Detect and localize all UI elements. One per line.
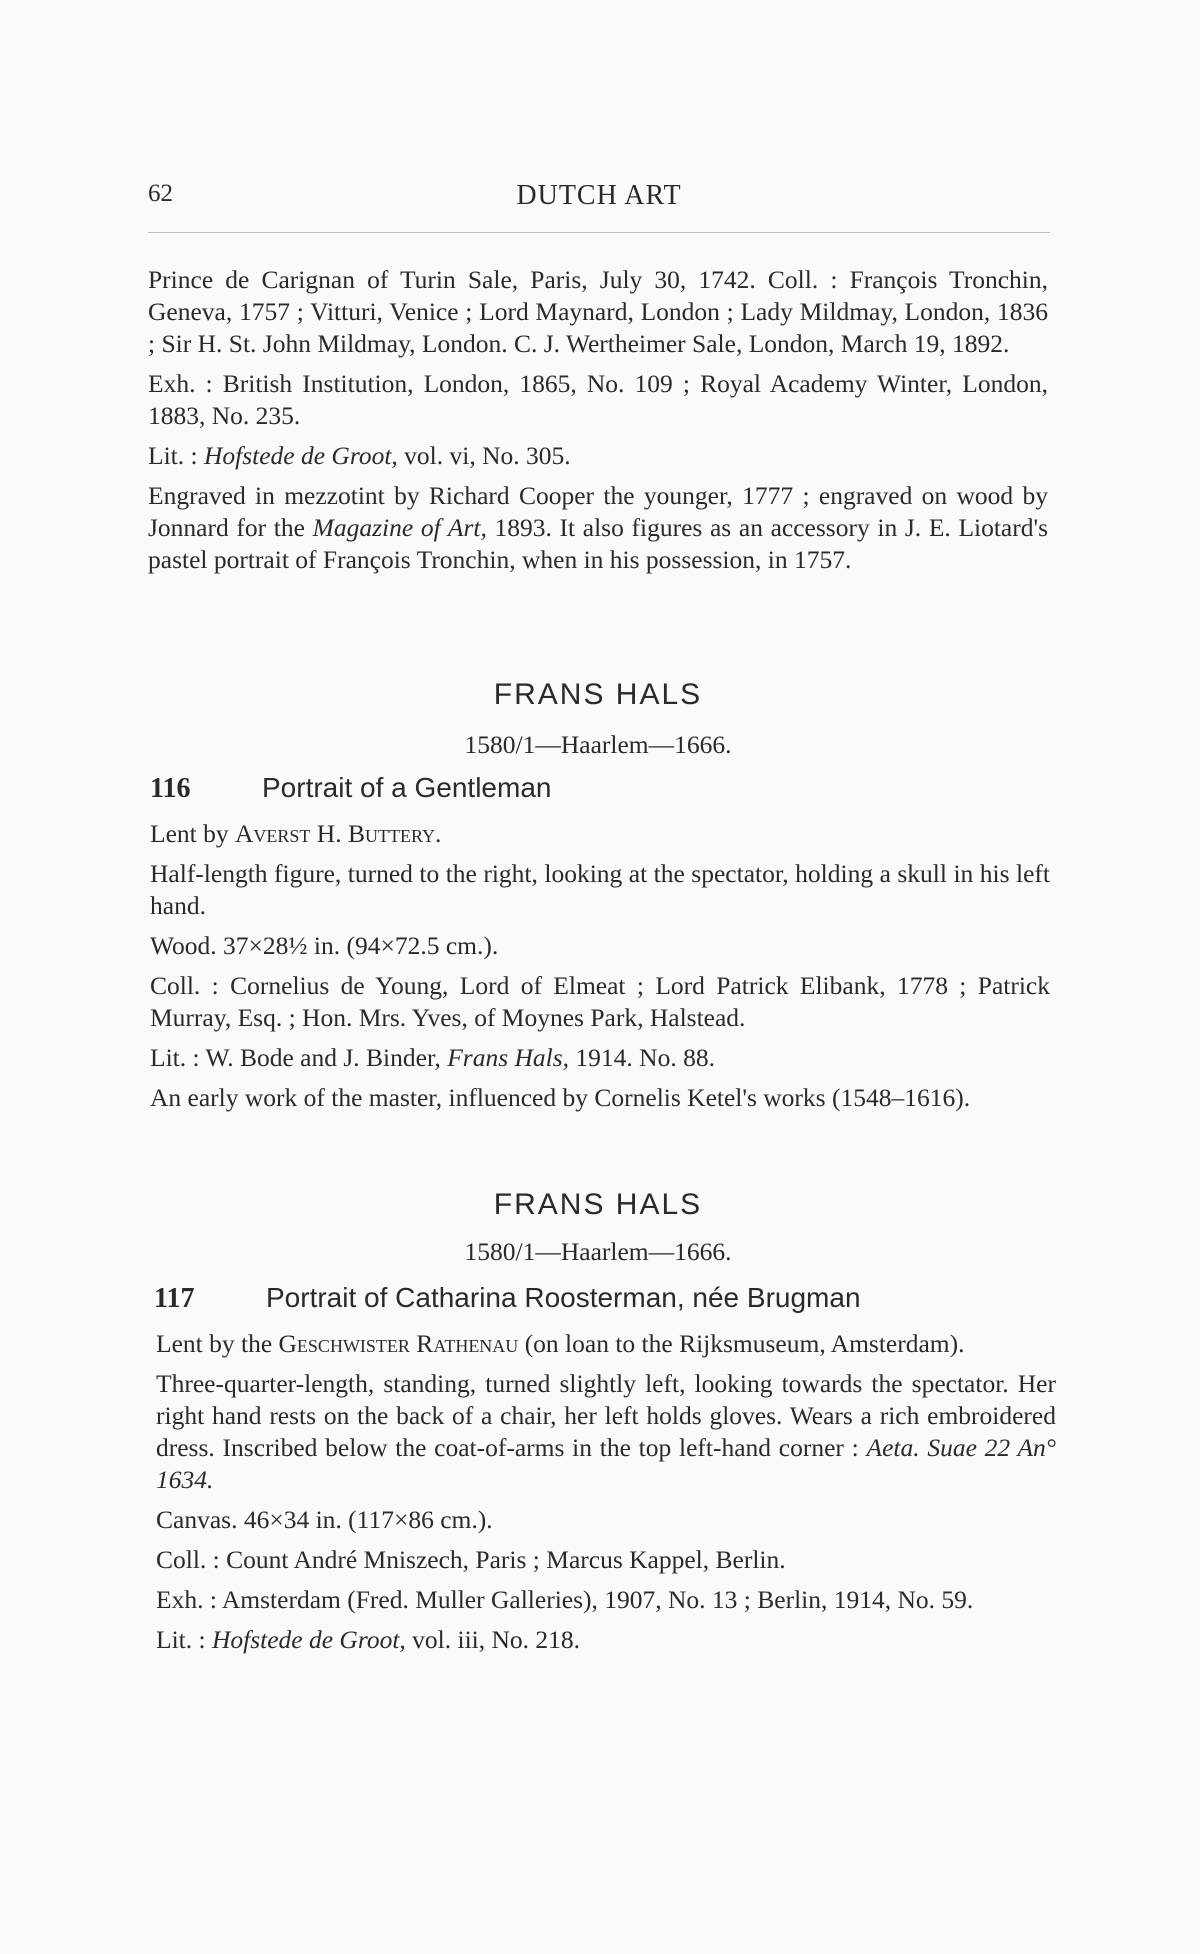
intro-coll: Prince de Carignan of Turin Sale, Paris, July 30, 1742. Coll. : François Tronchin, Geneva, 1757 ; Vitturi, Venice ; Lord Maynard, London ; Lady Mildmay, London, 1836 ; Sir H. St. John Mildmay, London. C. J. Wertheimer Sale, London, March 19, 1892. <box>148 265 1048 358</box>
lent-suffix-117: (on loan to the Rijksmuseum, Amsterdam). <box>518 1329 965 1358</box>
exh-117: Exh. : Amsterdam (Fred. Muller Galleries), 1907, No. 13 ; Berlin, 1914, No. 59. <box>156 1585 974 1614</box>
artist-dates-116: 1580/1—Haarlem—1666. <box>464 730 732 759</box>
lit-italic-117: Hofstede de Groot, <box>211 1625 406 1654</box>
intro-engr-italic: Magazine of Art, <box>312 513 487 542</box>
intro-lit <box>148 440 1048 472</box>
entry-number-117: 117 <box>154 1283 195 1314</box>
intro-section <box>148 264 1048 576</box>
inscription-117: Aeta. Suae 22 An° 1634. <box>156 1433 1056 1494</box>
artist-heading-116: FRANS HALS <box>493 678 703 711</box>
lit-prefix-116: Lit. : W. Bode and J. Binder, <box>150 1043 448 1072</box>
entry-name-117: Portrait of Catharina Roosterman, née Brugman <box>266 1282 861 1313</box>
coll-117: Coll. : Count André Mniszech, Paris ; Marcus Kappel, Berlin. <box>156 1545 786 1574</box>
lent-117 <box>156 1328 1056 1360</box>
lent-prefix-117: Lent by the <box>156 1329 279 1358</box>
lit-suffix-116: 1914. No. 88. <box>569 1043 715 1072</box>
running-head <box>148 180 1050 220</box>
header-rule <box>148 232 1050 233</box>
page-number: 62 <box>148 180 173 207</box>
description-117 <box>156 1368 1056 1496</box>
entry-number-116: 116 <box>150 773 191 804</box>
intro-engr-2: 1893. It also figures as an accessory in J. E. Liotard's pastel portrait of François Tronchin, when in his possession, in 1757. <box>148 513 1049 574</box>
lent-116 <box>150 818 1050 850</box>
lit-117 <box>156 1624 1056 1656</box>
medium-116: Wood. 37×28½ in. (94×72.5 cm.). <box>150 931 499 960</box>
entry-title-117 <box>154 1282 861 1315</box>
intro-exh: Exh. : British Institution, London, 1865, No. 109 ; Royal Academy Winter, London, 1883, No. 235. <box>148 369 1048 430</box>
medium-117: Canvas. 46×34 in. (117×86 cm.). <box>156 1505 493 1534</box>
entry-116-body <box>150 818 1050 1114</box>
lit-prefix-117: Lit. : <box>156 1625 212 1654</box>
artist-dates-117: 1580/1—Haarlem—1666. <box>464 1237 732 1266</box>
entry-title-116 <box>150 772 551 805</box>
description-116: Half-length figure, turned to the right, looking at the spectator, holding a skull in his left hand. <box>150 859 1050 920</box>
lit-suffix-117: vol. iii, No. 218. <box>405 1625 581 1654</box>
intro-lit-suffix: vol. vi, No. 305. <box>397 441 571 470</box>
artist-heading-117: FRANS HALS <box>493 1188 703 1221</box>
description-text-117: Three-quarter-length, standing, turned slightly left, looking towards the spectator. Her right hand rests on the back of a chair, her left holds gloves. Wears a rich embroidered dress. Inscribed below the coat-of-arms in the top left-hand corner : <box>156 1369 1056 1462</box>
lit-italic-116: Frans Hals, <box>447 1043 570 1072</box>
lent-prefix-116: Lent by <box>150 819 235 848</box>
note-116: An early work of the master, influenced by Cornelis Ketel's works (1548–1616). <box>150 1083 971 1112</box>
entry-name-116: Portrait of a Gentleman <box>262 772 552 803</box>
intro-engr-1: Engraved in mezzotint by Richard Cooper the younger, 1777 ; engraved on wood by Jonnard for the <box>148 481 1048 542</box>
running-title: DUTCH ART <box>516 180 682 211</box>
lent-name-117: Geschwister Rathenau <box>278 1329 519 1358</box>
intro-lit-prefix: Lit. : <box>148 441 204 470</box>
intro-engraved <box>148 480 1048 576</box>
lent-name-116: Averst H. Buttery. <box>234 819 442 848</box>
entry-117-body <box>156 1328 1056 1656</box>
coll-116: Coll. : Cornelius de Young, Lord of Elmeat ; Lord Patrick Elibank, 1778 ; Patrick Murray, Esq. ; Hon. Mrs. Yves, of Moynes Park, Halstead. <box>150 971 1050 1032</box>
intro-lit-italic: Hofstede de Groot, <box>203 441 398 470</box>
lit-116 <box>150 1042 1050 1074</box>
